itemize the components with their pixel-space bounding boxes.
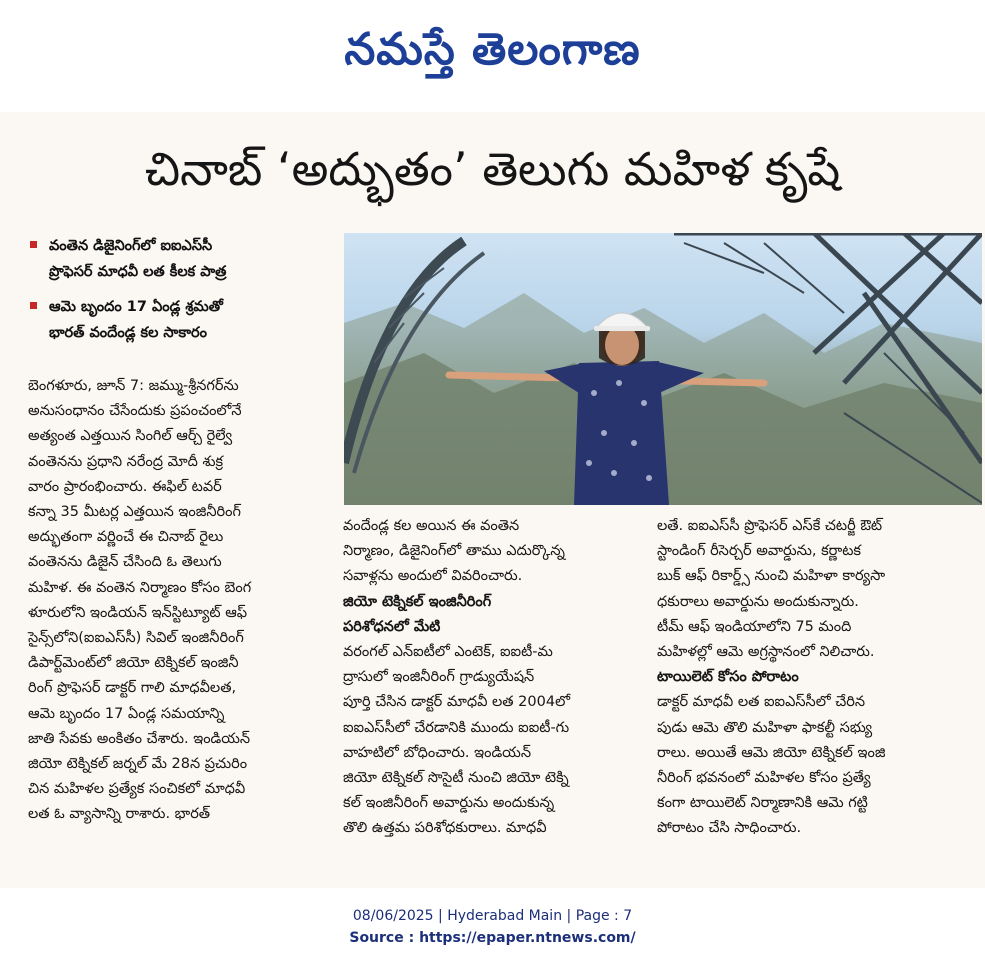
text-line: ద్రాసులో ఇంజినీరింగ్ గ్రాడ్యుయేషన్ bbox=[343, 669, 535, 686]
text-line: నిర్మాణం, డిజైనింగ్‌లో తాము ఎదుర్కొన్న bbox=[343, 543, 565, 560]
text-line: బుక్ ఆఫ్ రికార్డ్స్ నుంచి మహిళా కార్యసా bbox=[657, 568, 886, 585]
text-line: జియో టెక్నికల్ జర్నల్ మే 28న ప్రచురిం bbox=[28, 756, 248, 773]
page-footer bbox=[0, 905, 985, 949]
text-line: కల్ ఇంజినీరింగ్ అవార్డును అందుకున్న bbox=[343, 795, 555, 812]
text-line: మహిళల్లో ఆమె అగ్రస్థానంలో నిలిచారు. bbox=[657, 644, 875, 661]
text-line: మహిళ. ఈ వంతెన నిర్మాణం కోసం బెంగ bbox=[28, 579, 252, 596]
source-link[interactable]: Source : https://epaper.ntnews.com/ bbox=[349, 930, 636, 946]
text-line: వరంగల్ ఎన్ఐటీలో ఎంటెక్, ఐఐటీ-మ bbox=[343, 644, 553, 661]
newspaper-logo: నమస్తే తెలంగాణ bbox=[344, 24, 641, 75]
highlight-line: ప్రొఫెసర్ మాధవీ లత కీలక పాత్ర bbox=[49, 264, 227, 280]
text-line: అద్భుతంగా వర్ణించే ఈ చినాబ్ రైలు bbox=[28, 529, 224, 546]
highlight-line: ఆమె బృందం 17 ఏండ్ల శ్రమతో bbox=[49, 299, 223, 315]
article-headline: చినాబ్ ‘అద్భుతం’ తెలుగు మహిళ కృషే bbox=[144, 142, 841, 196]
text-line: ళూరులోని ఇండియన్ ఇన్‌స్టిట్యూట్ ఆఫ్ bbox=[28, 604, 248, 621]
text-line: జియో టెక్నికల్ సొసైటీ నుంచి జియో టెక్ని bbox=[343, 770, 569, 787]
text-line: వారం ప్రారంభించారు. ఈఫిల్ టవర్ bbox=[28, 478, 222, 495]
text-line: కన్నా 35 మీటర్ల ఎత్తయిన ఇంజినీరింగ్ bbox=[28, 504, 241, 521]
subheading: జియో టెక్నికల్ ఇంజినీరింగ్ bbox=[343, 593, 492, 610]
text-line: సైన్స్‌లోని(ఐఐఎస్‌సీ) సివిల్ ఇంజినీరింగ్ bbox=[28, 630, 244, 647]
text-line: రింగ్ ప్రొఫెసర్ డాక్టర్ గాలి మాధవీలత, bbox=[28, 680, 237, 697]
text-line: టీమ్ ఆఫ్ ఇండియాలోని 75 మంది bbox=[657, 618, 852, 635]
text-line: తొలి ఉత్తమ పరిశోధకురాలు. మాధవీ bbox=[343, 820, 547, 837]
article-column-1 bbox=[28, 374, 328, 828]
text-line: వందేండ్ల కల అయిన ఈ వంతెన bbox=[343, 518, 520, 534]
text-line: అనుసంధానం చేసేందుకు ప్రపంచంలోనే bbox=[28, 403, 242, 420]
text-line: జాతి సేవకు అంకితం చేశారు. ఇండియన్ bbox=[28, 730, 251, 747]
text-line: పూర్తి చేసిన డాక్టర్ మాధవీ లత 2004లో bbox=[343, 694, 570, 711]
photo-illustration bbox=[344, 233, 982, 505]
text-line: పోరాటం చేసి సాధించారు. bbox=[657, 820, 802, 837]
highlight-line: వంతెన డిజైనింగ్‌లో ఐఐఎస్‌సీ bbox=[49, 238, 213, 254]
edition-info: 08/06/2025 | Hyderabad Main | Page : 7 bbox=[352, 908, 633, 924]
text-line: వంతెనను డిజైన్ చేసింది ఓ తెలుగు bbox=[28, 554, 222, 571]
red-square-bullet-icon bbox=[30, 302, 37, 309]
text-line: లతే. ఐఐఎస్‌సీ ప్రొఫెసర్ ఎస్‌కే చటర్జీ ఔట్ bbox=[657, 518, 883, 534]
text-line: కంగా టాయిలెట్ నిర్మాణానికి ఆమె గట్టి bbox=[657, 795, 868, 812]
text-line: లత ఓ వ్యాసాన్ని రాశారు. భారత్ bbox=[28, 806, 211, 823]
highlight-item bbox=[30, 294, 330, 346]
article-column-2 bbox=[343, 514, 643, 842]
text-line: డిపార్ట్‌మెంట్‌లో జియో టెక్నికల్ ఇంజినీ bbox=[28, 655, 239, 672]
text-line: ధకురాలు అవార్డును అందుకున్నారు. bbox=[657, 593, 859, 610]
subheading: పరిశోధనలో మేటి bbox=[343, 618, 441, 635]
text-line: పుడు ఆమె తొలి మహిళా ఫాకల్టీ సభ్యు bbox=[657, 719, 873, 736]
red-square-bullet-icon bbox=[30, 241, 37, 248]
text-line: చిన మహిళల ప్రత్యేక సంచికలో మాధవీ bbox=[28, 781, 246, 798]
text-line: స్టాండింగ్ రీసెర్చర్ అవార్డును, కర్ణాటక bbox=[657, 543, 861, 560]
text-line: వాహటిలో బోధించారు. ఇండియన్ bbox=[343, 744, 532, 761]
text-line: ఐఐఎస్‌సీలో చేరడానికి ముందు ఐఐటీ-గు bbox=[343, 719, 570, 736]
masthead bbox=[0, 0, 985, 110]
text-line: సవాళ్లను అందులో వివరించారు. bbox=[343, 568, 523, 585]
article-column-3 bbox=[657, 514, 977, 842]
highlight-item bbox=[30, 233, 330, 285]
text-line: డాక్టర్ మాధవీ లత ఐఐఎస్‌సీలో చేరిన bbox=[657, 694, 866, 711]
text-line: రాలు. అయితే ఆమె జియో టెక్నికల్ ఇంజి bbox=[657, 744, 886, 761]
article-highlights bbox=[30, 233, 330, 355]
text-line: నీరింగ్ భవనంలో మహిళల కోసం ప్రత్యే bbox=[657, 770, 871, 787]
text-line: అత్యంత ఎత్తయిన సింగిల్ ఆర్చ్ రైల్వే bbox=[28, 428, 233, 445]
text-line: బెంగళూరు, జూన్ 7: జమ్ము-శ్రీనగర్‌ను bbox=[28, 378, 239, 394]
highlight-line: భారత్ వందేండ్ల కల సాకారం bbox=[49, 325, 207, 341]
text-line: వంతెనను ప్రధాని నరేంద్ర మోదీ శుక్ర bbox=[28, 453, 224, 470]
text-line: ఆమె బృందం 17 ఏండ్ల సమయాన్ని bbox=[28, 705, 225, 722]
subheading: టాయిలెట్ కోసం పోరాటం bbox=[657, 669, 799, 686]
bridge-photo bbox=[344, 233, 982, 505]
